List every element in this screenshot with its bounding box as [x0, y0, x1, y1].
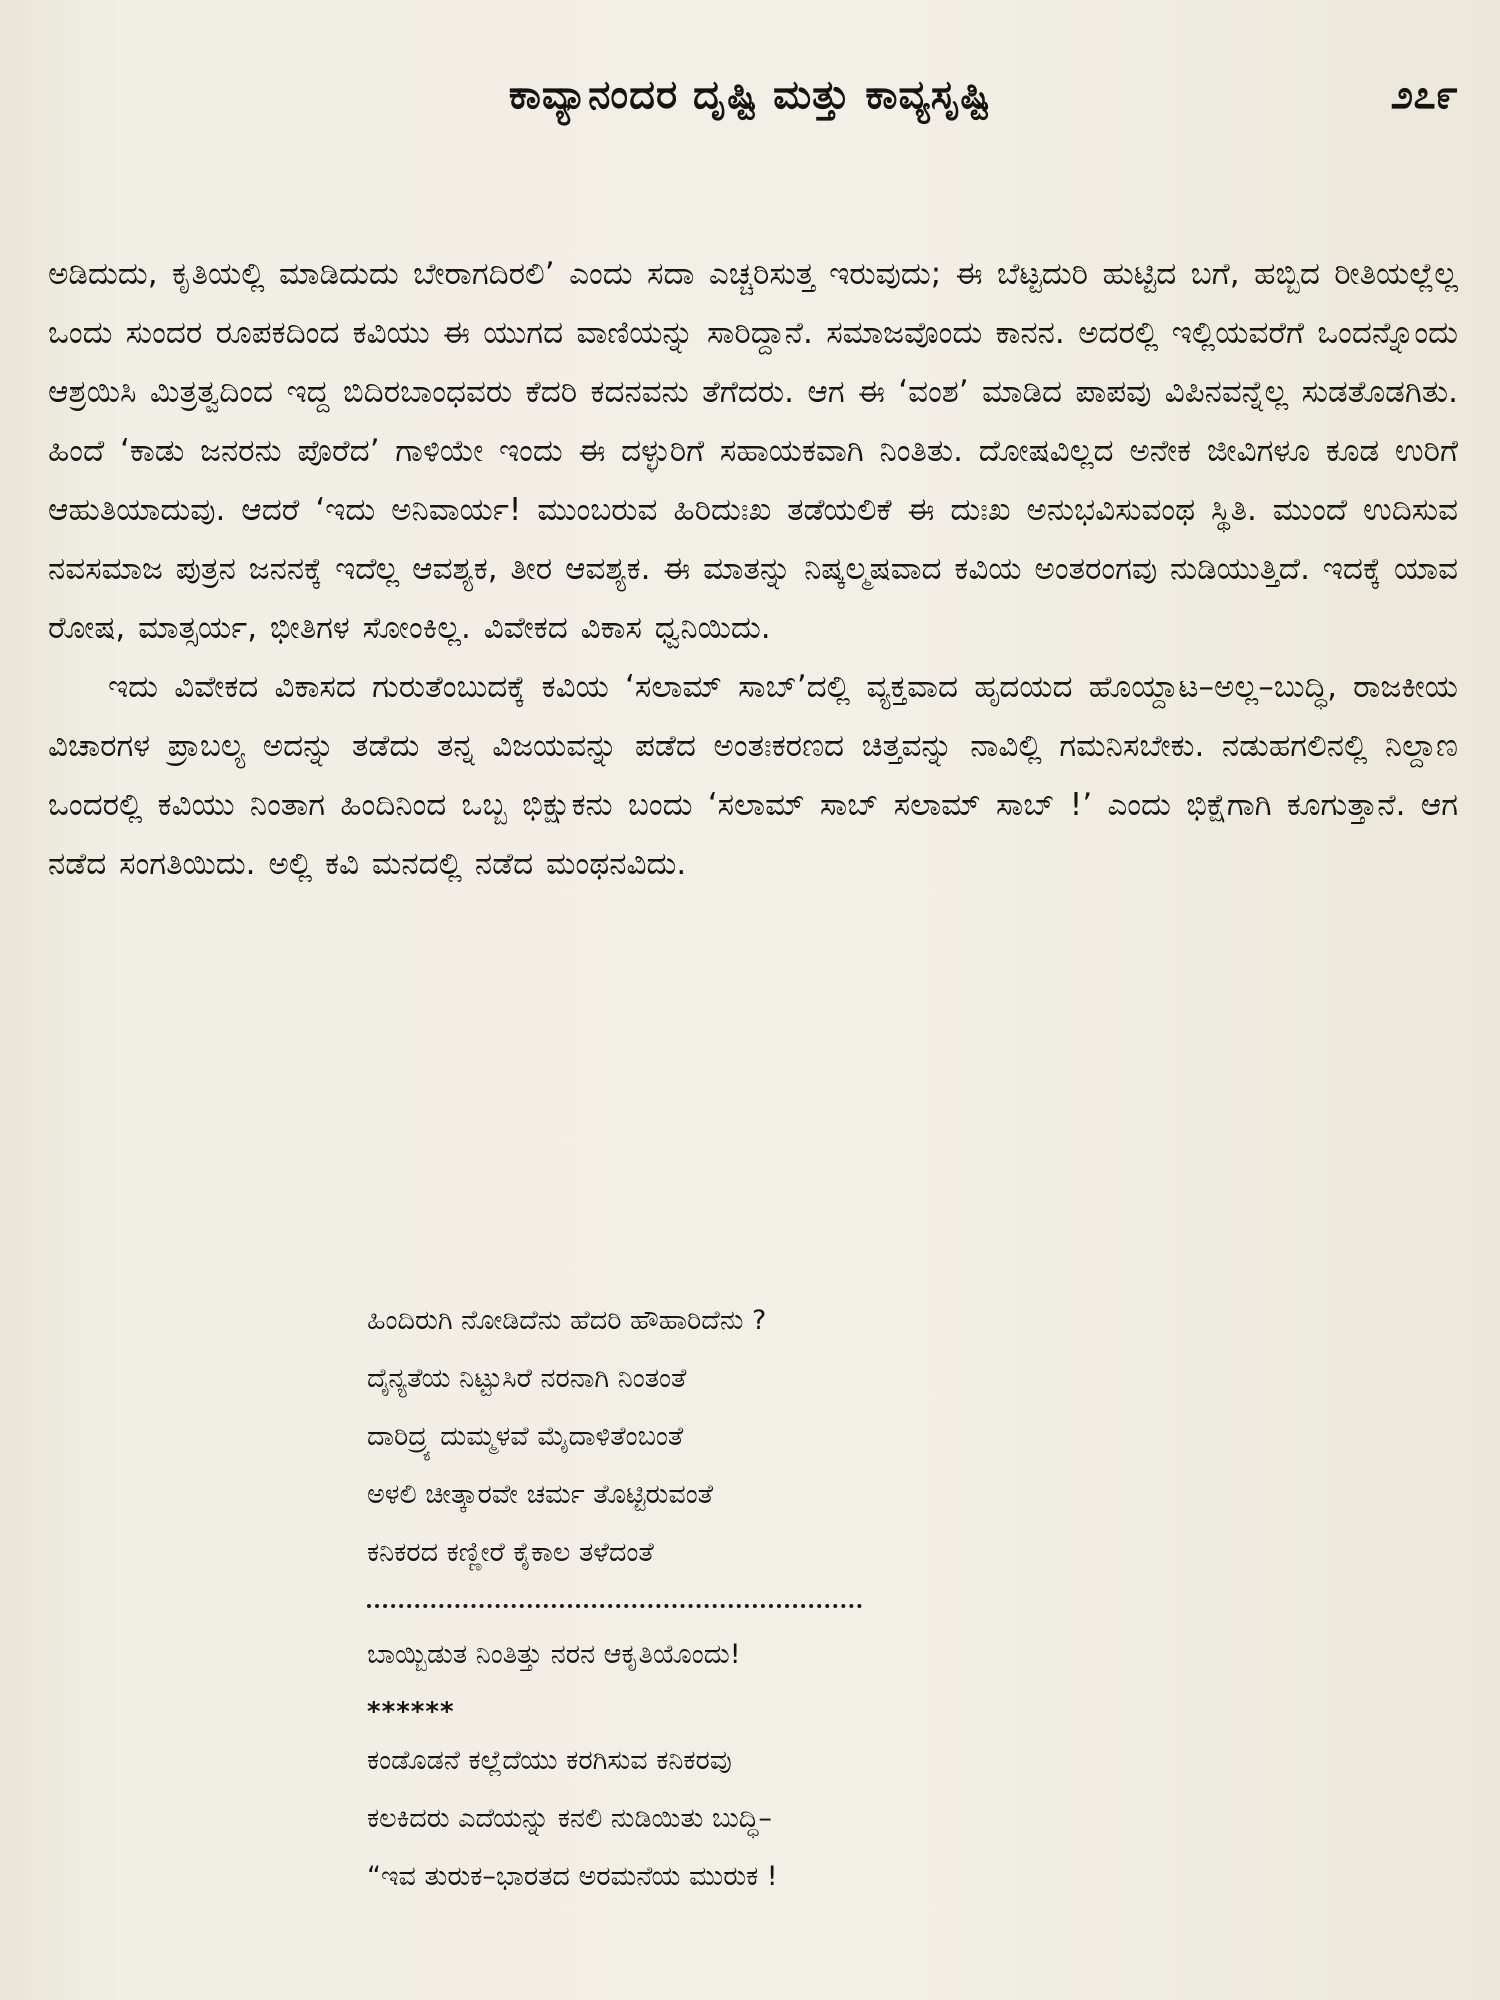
poem-line: ಅಳಲಿ ಚೀತ್ಕಾರವೇ ಚರ್ಮ ತೊಟ್ಟಿರುವಂತೆ: [367, 1479, 714, 1510]
section-separator: ******: [367, 1697, 455, 1727]
poem-line: ಹಿಂದಿರುಗಿ ನೋಡಿದೆನು ಹೆದರಿ ಹೌಹಾರಿದೆನು ?: [367, 1305, 767, 1336]
body-text: [48, 245, 1458, 894]
page-number: ೨೭೯: [1390, 72, 1458, 118]
poem-line: ದೈನ್ಯತೆಯ ನಿಟ್ಟುಸಿರೆ ನರನಾಗಿ ನಿಂತಂತೆ: [367, 1363, 687, 1394]
poem-line: ಕಲಕಿದರು ಎದೆಯನ್ನು ಕನಲಿ ನುಡಿಯಿತು ಬುದ್ಧಿ–: [367, 1803, 772, 1834]
poem-line: ಬಾಯ್ಬಿಡುತ ನಿಂತಿತ್ತು ನರನ ಆಕೃತಿಯೊಂದು!: [367, 1639, 741, 1670]
poem-quote: [367, 1292, 1417, 1906]
paragraph-2: ಇದು ವಿವೇಕದ ವಿಕಾಸದ ಗುರುತೆಂಬುದಕ್ಕೆ ಕವಿಯ ‘ಸಲಾಮ್ ಸಾಬ್’ದಲ್ಲಿ ವ್ಯಕ್ತವಾದ ಹೃದಯದ ಹೊಯ್ದಾಟ–ಅಲ್ಲ–ಬುದ್ಧಿ, ರಾಜಕೀಯ ವಿಚಾರಗಳ ಪ್ರಾಬಲ್ಯ ಅದನ್ನು ತಡೆದು ತನ್ನ ವಿಜಯವನ್ನು ಪಡೆದ ಅಂತಃಕರಣದ ಚಿತ್ತವನ್ನು ನಾವಿಲ್ಲಿ ಗಮನಿಸಬೇಕು. ನಡುಹಗಲಿನಲ್ಲಿ ನಿಲ್ದಾಣ ಒಂದರಲ್ಲಿ ಕವಿಯು ನಿಂತಾಗ ಹಿಂದಿನಿಂದ ಒಬ್ಬ ಭಿಕ್ಷುಕನು ಬಂದು ‘ಸಲಾಮ್ ಸಾಬ್ ಸಲಾಮ್ ಸಾಬ್ !’ ಎಂದು ಭಿಕ್ಷೆಗಾಗಿ ಕೂಗುತ್ತಾನೆ. ಆಗ ನಡೆದ ಸಂಗತಿಯಿದು. ಅಲ್ಲಿ ಕವಿ ಮನದಲ್ಲಿ ನಡೆದ ಮಂಥನವಿದು.: [48, 669, 1458, 882]
running-header: [0, 72, 1500, 132]
ellipsis-divider: [367, 1604, 862, 1608]
poem-line: ಕಂಡೊಡನೆ ಕಲ್ಲೆದೆಯು ಕರಗಿಸುವ ಕನಿಕರವು: [367, 1745, 732, 1776]
chapter-title: ಕಾವ್ಯಾನಂದರ ದೃಷ್ಟಿ ಮತ್ತು ಕಾವ್ಯಸೃಷ್ಟಿ: [508, 72, 992, 118]
poem-line: ದಾರಿದ್ರ್ಯ ದುಮ್ಮಳವೆ ಮೈದಾಳಿತೆಂಬಂತೆ: [367, 1421, 684, 1452]
poem-line: “ಇವ ತುರುಕ–ಭಾರತದ ಅರಮನೆಯ ಮುರುಕ !: [367, 1861, 778, 1892]
paragraph-1: ಅಡಿದುದು, ಕೃತಿಯಲ್ಲಿ ಮಾಡಿದುದು ಬೇರಾಗದಿರಲಿ’ ಎಂದು ಸದಾ ಎಚ್ಚರಿಸುತ್ತ ಇರುವುದು; ಈ ಬೆಟ್ಟದುರಿ ಹುಟ್ಟಿದ ಬಗೆ, ಹಬ್ಬಿದ ರೀತಿಯಲ್ಲೆಲ್ಲ ಒಂದು ಸುಂದರ ರೂಪಕದಿಂದ ಕವಿಯು ಈ ಯುಗದ ವಾಣಿಯನ್ನು ಸಾರಿದ್ದಾನೆ. ಸಮಾಜವೊಂದು ಕಾನನ. ಅದರಲ್ಲಿ ಇಲ್ಲಿಯವರೆಗೆ ಒಂದನ್ನೊಂದು ಆಶ್ರಯಿಸಿ ಮಿತ್ರತ್ವದಿಂದ ಇದ್ದ ಬಿದಿರಬಾಂಧವರು ಕೆದರಿ ಕದನವನು ತೆಗೆದರು. ಆಗ ಈ ‘ವಂಶ’ ಮಾಡಿದ ಪಾಪವು ವಿಪಿನವನ್ನೆಲ್ಲ ಸುಡತೊಡಗಿತು. ಹಿಂದೆ ‘ಕಾಡು ಜನರನು ಪೊರೆದ’ ಗಾಳಿಯೇ ಇಂದು ಈ ದಳ್ಳುರಿಗೆ ಸಹಾಯಕವಾಗಿ ನಿಂತಿತು. ದೋಷವಿಲ್ಲದ ಅನೇಕ ಜೀವಿಗಳೂ ಕೂಡ ಉರಿಗೆ ಆಹುತಿಯಾದುವು. ಆದರೆ ‘ಇದು ಅನಿವಾರ್ಯ! ಮುಂಬರುವ ಹಿರಿದುಃಖ ತಡೆಯಲಿಕೆ ಈ ದುಃಖ ಅನುಭವಿಸುವಂಥ ಸ್ಥಿತಿ. ಮುಂದೆ ಉದಿಸುವ ನವಸಮಾಜ ಪುತ್ರನ ಜನನಕ್ಕೆ ಇದೆಲ್ಲ ಆವಶ್ಯಕ, ತೀರ ಆವಶ್ಯಕ. ಈ ಮಾತನ್ನು ನಿಷ್ಕಲ್ಮಷವಾದ ಕವಿಯ ಅಂತರಂಗವು ನುಡಿಯುತ್ತಿದೆ. ಇದಕ್ಕೆ ಯಾವ ರೋಷ, ಮಾತ್ಸರ್ಯ, ಭೀತಿಗಳ ಸೋಂಕಿಲ್ಲ. ವಿವೇಕದ ವಿಕಾಸ ಧ್ವನಿಯಿದು.: [48, 256, 1458, 646]
poem-line: ಕನಿಕರದ ಕಣ್ಣೀರೆ ಕೈಕಾಲ ತಳೆದಂತೆ: [367, 1537, 654, 1568]
